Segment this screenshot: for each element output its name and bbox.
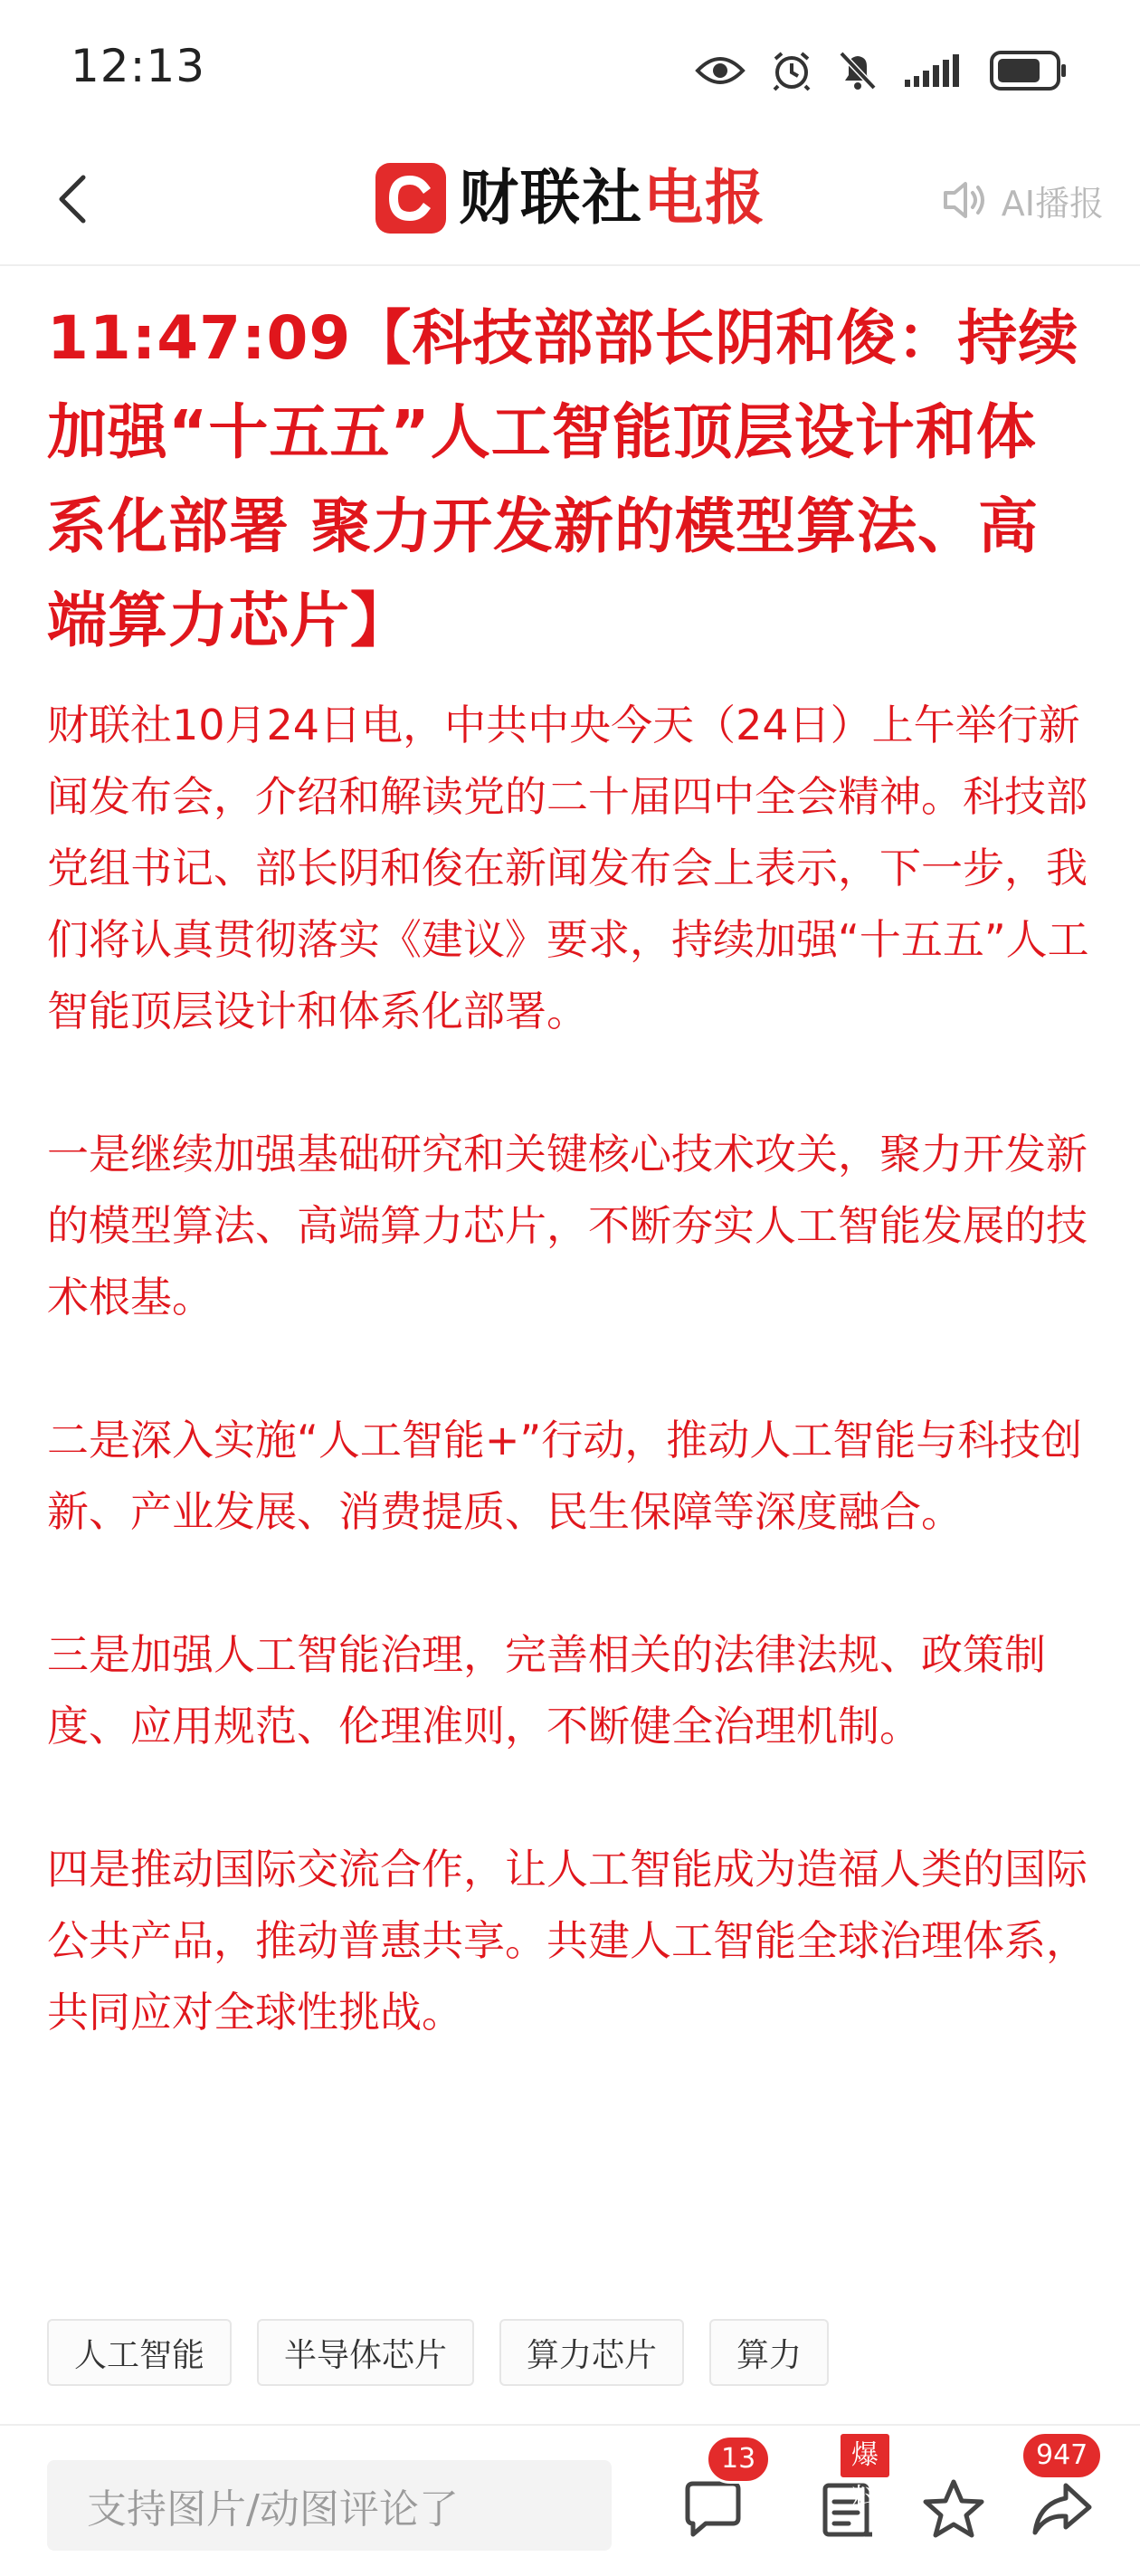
status-bar xyxy=(0,0,1140,136)
star-icon xyxy=(921,2476,986,2542)
comment-icon xyxy=(680,2476,746,2542)
eye-icon xyxy=(695,52,746,89)
back-button[interactable] xyxy=(36,163,109,235)
tag-item[interactable]: 算力 xyxy=(709,2319,829,2386)
article-paragraph: 三是加强人工智能治理，完善相关的法律法规、政策制度、应用规范、伦理准则，不断健全治理机制。 xyxy=(47,1630,1046,1751)
signal-icon xyxy=(903,52,964,89)
tag-item[interactable]: 算力芯片 xyxy=(499,2319,684,2386)
brand-name-main: 财联社 xyxy=(459,163,643,233)
report-badge: 爆料 xyxy=(838,2431,892,2480)
favorite-button[interactable] xyxy=(921,2476,986,2542)
article-paragraph: 四是推动国际交流合作，让人工智能成为造福人类的国际公共产品，推动普惠共享。共建人工智能全球治理体系，共同应对全球性挑战。 xyxy=(47,1845,1088,2037)
article-body xyxy=(47,690,1097,2048)
ai-broadcast-label: AI播报 xyxy=(1001,183,1104,224)
comment-input[interactable]: 支持图片/动图评论了 xyxy=(47,2460,612,2551)
brand-name xyxy=(459,163,766,233)
article-headline: 11:47:09【科技部部长阴和俊：持续加强“十五五”人工智能顶层设计和体系化部署 聚力开发新的模型算法、高端算力芯片】 xyxy=(47,303,1079,655)
comment-count-badge: 13 xyxy=(706,2435,771,2484)
share-count-badge: 947 xyxy=(1021,2431,1103,2480)
mute-icon xyxy=(838,50,878,91)
nav-bar xyxy=(0,136,1140,266)
speaker-icon xyxy=(942,178,989,222)
brand-name-accent: 电报 xyxy=(643,163,766,233)
share-button[interactable] xyxy=(1030,2439,1095,2542)
brand-c-icon xyxy=(375,163,446,234)
article-paragraph: 二是深入实施“人工智能+”行动，推动人工智能与科技创新、产业发展、消费提质、民生保障等深度融合。 xyxy=(47,1416,1083,1536)
status-time: 12:13 xyxy=(71,40,206,92)
alarm-icon xyxy=(771,50,812,91)
ai-broadcast-button[interactable] xyxy=(942,172,1104,228)
tag-list xyxy=(47,2319,829,2386)
battery-icon xyxy=(990,51,1068,91)
share-icon xyxy=(1030,2476,1095,2542)
bottom-action-bar xyxy=(0,2424,1140,2576)
article-paragraph: 一是继续加强基础研究和关键核心技术攻关，聚力开发新的模型算法、高端算力芯片，不断夯实人工智能发展的技术根基。 xyxy=(47,1130,1088,1321)
article-paragraph: 财联社10月24日电，中共中央今天（24日）上午举行新闻发布会，介绍和解读党的二十届四中全会精神。科技部党组书记、部长阴和俊在新闻发布会上表示，下一步，我们将认真贯彻落实《建议》要求，持续加强“十五五”人工智能顶层设计和体系化部署。 xyxy=(47,701,1089,1035)
report-button[interactable] xyxy=(816,2439,881,2542)
tag-item[interactable]: 人工智能 xyxy=(47,2319,232,2386)
comment-button[interactable] xyxy=(680,2443,756,2542)
status-icons xyxy=(695,45,1068,96)
chevron-left-icon xyxy=(54,172,90,226)
tag-item[interactable]: 半导体芯片 xyxy=(257,2319,474,2386)
brand-logo xyxy=(375,157,766,239)
